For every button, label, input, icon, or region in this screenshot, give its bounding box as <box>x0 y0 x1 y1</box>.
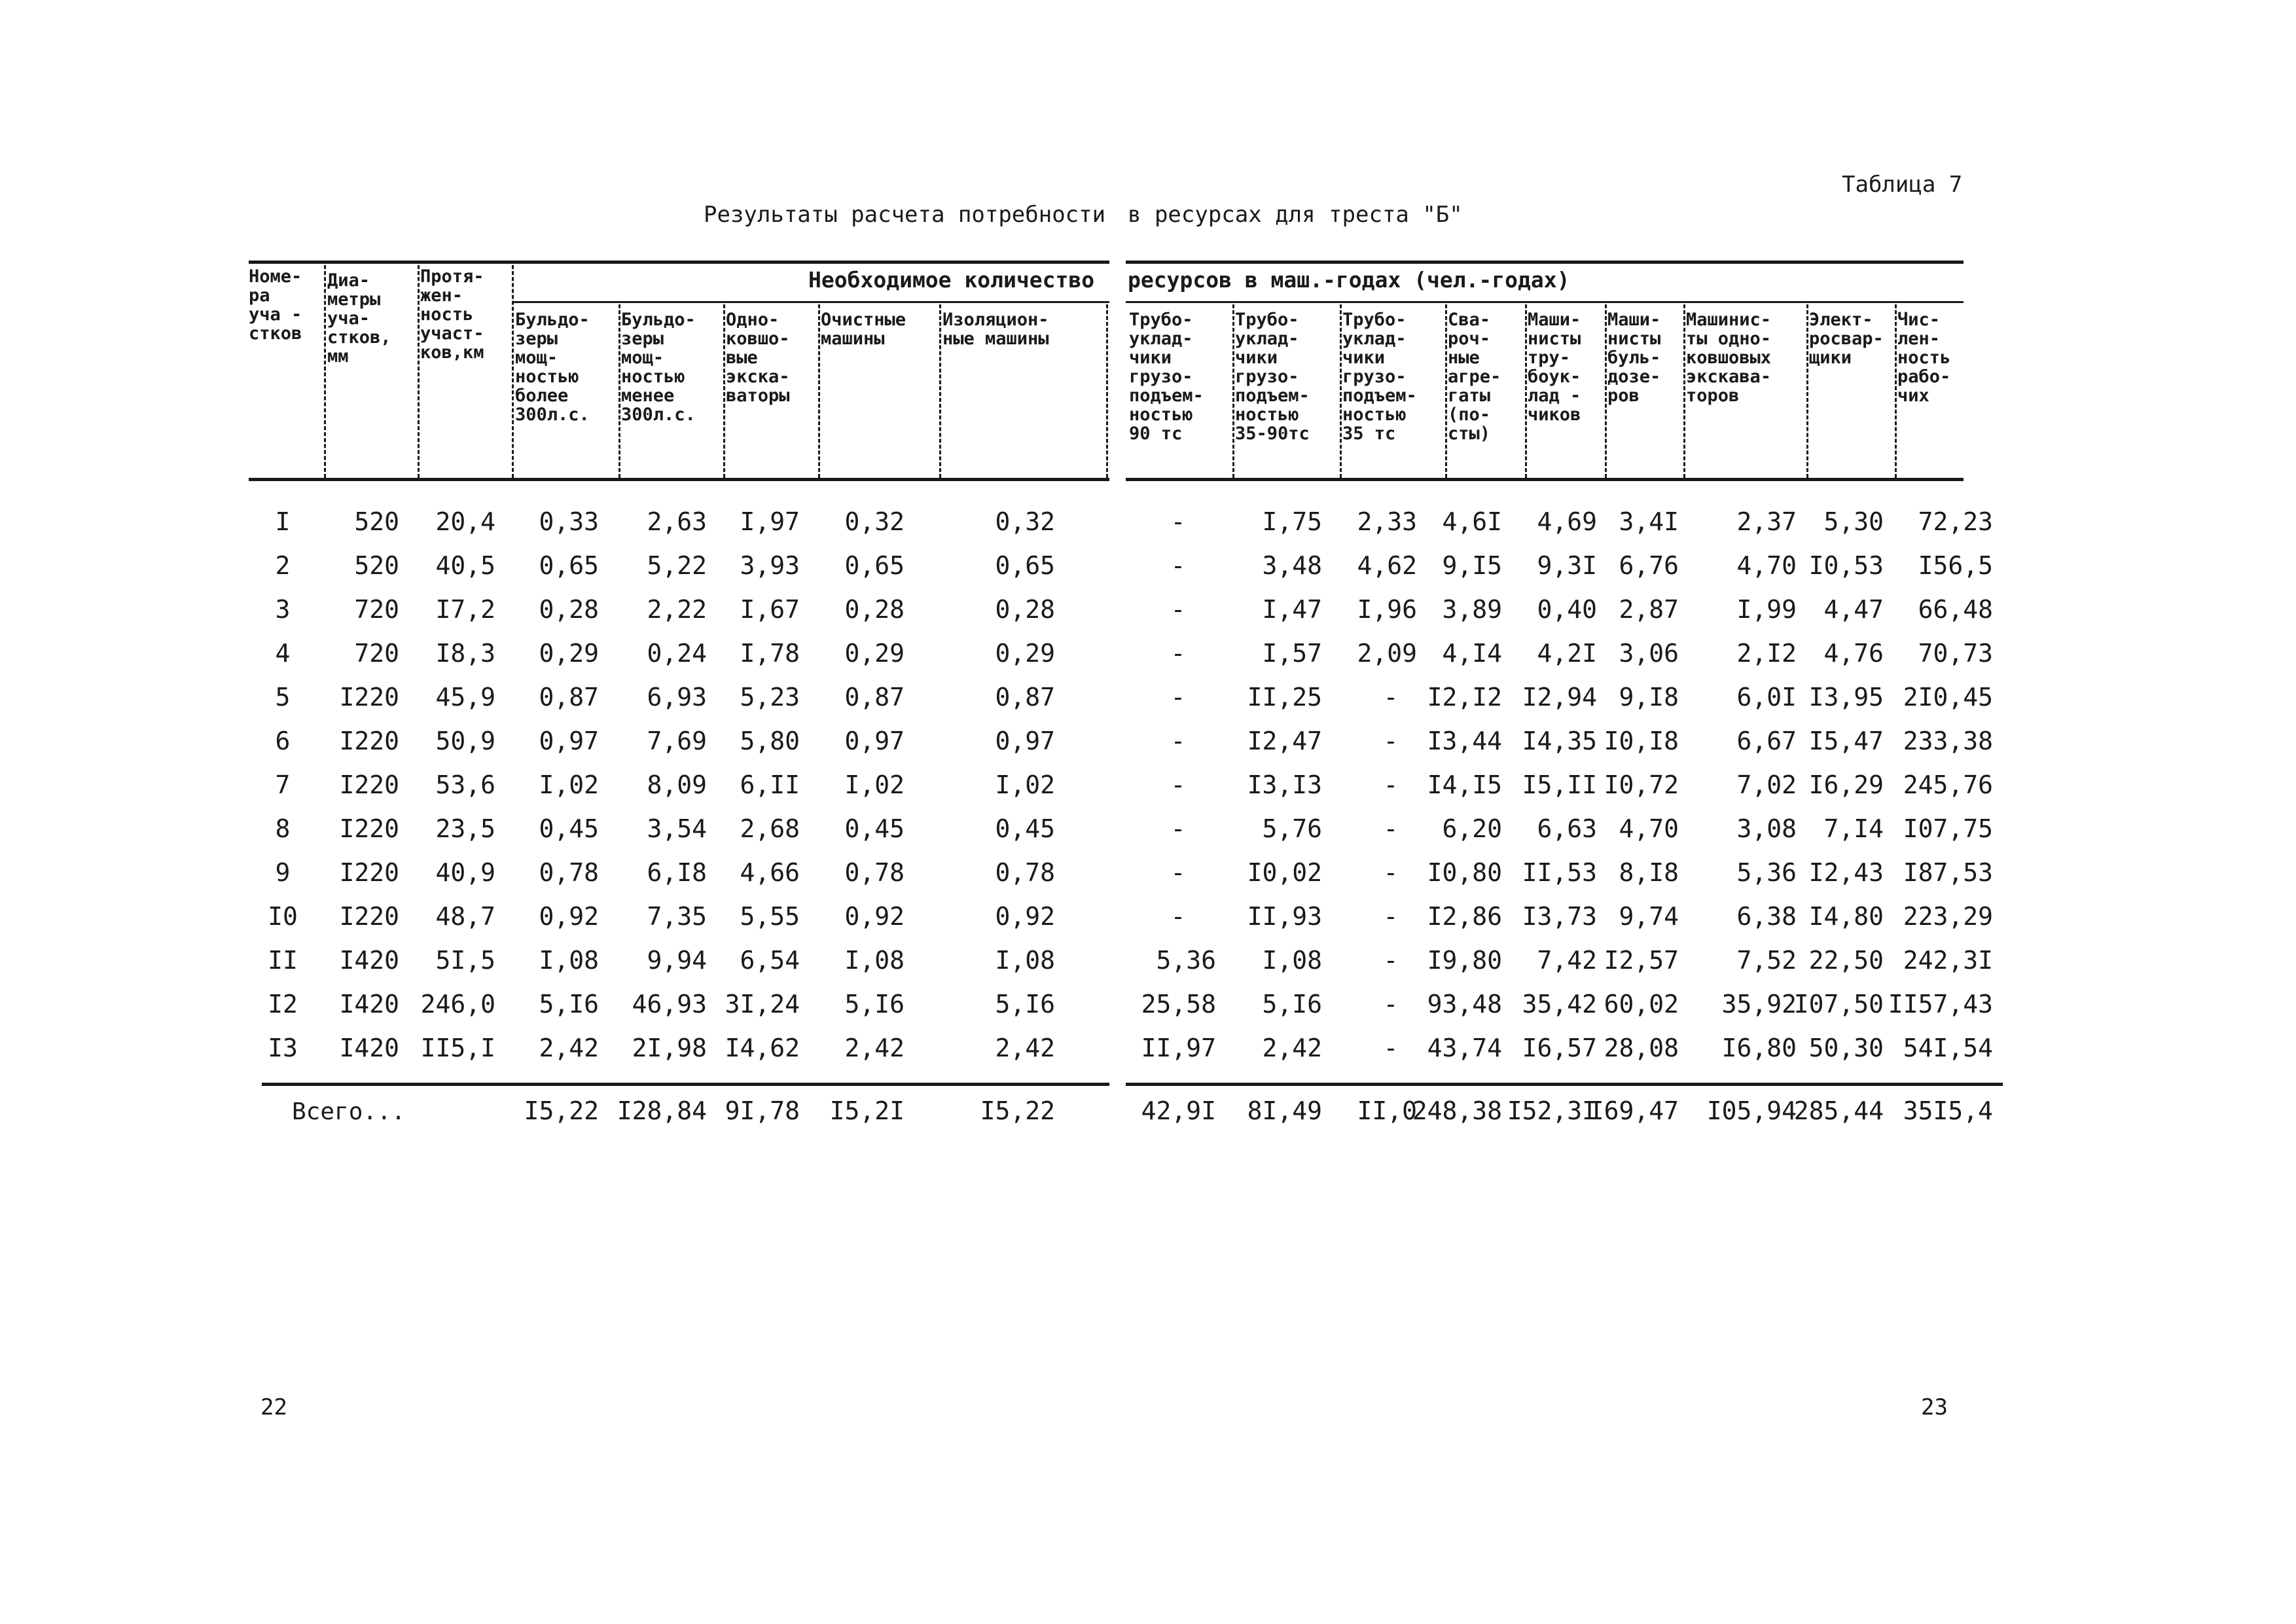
col-sep <box>723 304 725 478</box>
table-cell: 233,38 <box>1903 727 1993 755</box>
table-cell: 6,93 <box>647 683 707 712</box>
col-header-worker-count: Чис- лен- ность рабо- чих <box>1897 310 1951 406</box>
table-cell: I220 <box>339 858 399 887</box>
table-cell: I,67 <box>740 595 800 624</box>
col-sep <box>324 265 326 478</box>
table-cell: 4,70 <box>1619 814 1679 843</box>
table-cell: 6,20 <box>1442 814 1502 843</box>
table-cell: I,08 <box>539 946 599 975</box>
table-title-left: Результаты расчета потребности <box>704 202 1106 228</box>
col-sep <box>1683 304 1685 478</box>
table-cell: 46,93 <box>632 990 707 1019</box>
table-cell: 0,40 <box>1537 595 1597 624</box>
total-cell: 285,44 <box>1793 1096 1884 1125</box>
rule-total-left <box>262 1083 1109 1086</box>
table-cell: 2,I2 <box>1736 639 1797 668</box>
table-cell: 0,78 <box>844 858 905 887</box>
col-header-length: Протя- жен- ность участ- ков,км <box>420 266 484 363</box>
table-cell: 2,42 <box>844 1034 905 1062</box>
table-cell: I6,29 <box>1808 770 1884 799</box>
table-cell: - <box>1170 551 1186 580</box>
table-cell: I07,50 <box>1793 990 1884 1019</box>
table-cell: 50,30 <box>1808 1034 1884 1062</box>
col-header-excavators: Одно- ковшо- вые экска- ваторы <box>726 310 790 406</box>
table-cell: 0,32 <box>844 507 905 536</box>
table-cell: I3,I3 <box>1247 770 1322 799</box>
table-cell: I6,57 <box>1522 1034 1597 1062</box>
table-cell: 5,76 <box>1262 814 1322 843</box>
table-cell: 3,06 <box>1619 639 1679 668</box>
table-cell: I2 <box>268 990 298 1019</box>
table-cell: I4,62 <box>725 1034 800 1062</box>
table-cell: I5,47 <box>1808 727 1884 755</box>
table-cell: 6,76 <box>1619 551 1679 580</box>
table-cell: 40,5 <box>435 551 495 580</box>
col-sep <box>512 265 514 478</box>
table-cell: I420 <box>339 946 399 975</box>
table-cell: - <box>1170 639 1186 668</box>
table-cell: 48,7 <box>435 902 495 931</box>
table-cell: I,96 <box>1357 595 1417 624</box>
table-cell: 9,94 <box>647 946 707 975</box>
table-cell: 0,92 <box>995 902 1055 931</box>
table-cell: 8,09 <box>647 770 707 799</box>
table-cell: 0,65 <box>539 551 599 580</box>
table-cell: 3,89 <box>1442 595 1502 624</box>
table-cell: 242,3I <box>1903 946 1993 975</box>
table-cell: I8,3 <box>435 639 495 668</box>
table-cell: - <box>1170 595 1186 624</box>
table-cell: II,93 <box>1247 902 1322 931</box>
table-cell: 520 <box>354 551 399 580</box>
total-cell: I5,22 <box>524 1096 599 1125</box>
table-cell: 0,45 <box>539 814 599 843</box>
col-header-excavator-operators: Машинис- ты одно- ковшовых экскава- торов <box>1686 310 1772 406</box>
table-cell: - <box>1170 814 1186 843</box>
table-cell: 53,6 <box>435 770 495 799</box>
col-header-cleaning-machines: Очистные машины <box>821 310 906 349</box>
col-header-pipelayers-90: Трубо- уклад- чики грузо- подъем- ностью 90 тс <box>1129 310 1204 444</box>
table-cell: - <box>1383 990 1399 1019</box>
table-cell: 2 <box>275 551 291 580</box>
total-cell: I5,22 <box>980 1096 1055 1125</box>
table-cell: 9,I8 <box>1619 683 1679 712</box>
table-cell: 0,28 <box>539 595 599 624</box>
table-cell: I87,53 <box>1903 858 1993 887</box>
table-cell: I <box>275 507 291 536</box>
total-cell: II,0 <box>1357 1096 1417 1125</box>
table-cell: 5I,5 <box>435 946 495 975</box>
table-label: Таблица 7 <box>1842 171 1963 198</box>
col-sep <box>818 304 820 478</box>
table-cell: 93,48 <box>1427 990 1502 1019</box>
table-cell: I420 <box>339 990 399 1019</box>
table-cell: 50,9 <box>435 727 495 755</box>
table-cell: 7,52 <box>1736 946 1797 975</box>
table-cell: I220 <box>339 902 399 931</box>
span-header-left: Необходимое количество <box>808 267 1095 293</box>
table-cell: 4,70 <box>1736 551 1797 580</box>
table-cell: - <box>1170 727 1186 755</box>
total-cell: I69,47 <box>1588 1096 1679 1125</box>
rule-top-left <box>249 261 1109 264</box>
table-cell: 5,22 <box>647 551 707 580</box>
table-cell: I0,72 <box>1604 770 1679 799</box>
col-sep <box>619 304 620 478</box>
table-cell: I,99 <box>1736 595 1797 624</box>
table-cell: 0,87 <box>995 683 1055 712</box>
table-cell: - <box>1383 946 1399 975</box>
rule-top-right <box>1126 261 1964 264</box>
table-cell: 6,38 <box>1736 902 1797 931</box>
table-cell: 7,02 <box>1736 770 1797 799</box>
table-cell: 43,74 <box>1427 1034 1502 1062</box>
table-cell: - <box>1383 683 1399 712</box>
table-cell: I,97 <box>740 507 800 536</box>
table-cell: 5,23 <box>740 683 800 712</box>
table-cell: - <box>1383 1034 1399 1062</box>
col-sep <box>1340 304 1342 478</box>
table-cell: 7,35 <box>647 902 707 931</box>
table-cell: II,53 <box>1522 858 1597 887</box>
table-cell: I0,80 <box>1427 858 1502 887</box>
table-cell: 2,87 <box>1619 595 1679 624</box>
table-cell: 54I,54 <box>1903 1034 1993 1062</box>
table-cell: I7,2 <box>435 595 495 624</box>
col-sep <box>1806 304 1808 478</box>
rule-header-bottom-right <box>1126 478 1964 481</box>
col-sep <box>1895 304 1897 478</box>
table-cell: I0,53 <box>1808 551 1884 580</box>
table-cell: II57,43 <box>1888 990 1993 1019</box>
table-cell: 720 <box>354 639 399 668</box>
rule-span-right <box>1126 301 1964 303</box>
table-cell: 4,I4 <box>1442 639 1502 668</box>
col-sep <box>1232 304 1234 478</box>
table-cell: 2,42 <box>1262 1034 1322 1062</box>
col-header-pipelayers-35: Трубо- уклад- чики грузо- подъем- ностью 35 тс <box>1342 310 1417 444</box>
table-cell: I,08 <box>1262 946 1322 975</box>
total-label: Всего... <box>292 1098 406 1125</box>
table-cell: 8,I8 <box>1619 858 1679 887</box>
table-cell: 4,66 <box>740 858 800 887</box>
col-header-pipelayers-35-90: Трубо- уклад- чики грузо- подъем- ностью 35-90тс <box>1235 310 1310 444</box>
col-header-welding-units: Сва- роч- ные агре- гаты (по- сты) <box>1448 310 1501 444</box>
table-cell: I,78 <box>740 639 800 668</box>
table-cell: I07,75 <box>1903 814 1993 843</box>
table-cell: 9 <box>275 858 291 887</box>
table-cell: 5,36 <box>1156 946 1216 975</box>
total-cell: 35I5,4 <box>1903 1096 1993 1125</box>
table-cell: 3,48 <box>1262 551 1322 580</box>
table-cell: 5,I6 <box>539 990 599 1019</box>
table-cell: II5,I <box>420 1034 495 1062</box>
table-cell: 0,45 <box>844 814 905 843</box>
table-cell: 7,69 <box>647 727 707 755</box>
table-cell: I,47 <box>1262 595 1322 624</box>
table-cell: I4,35 <box>1522 727 1597 755</box>
col-header-bulldozer-operators: Маши- нисты буль- дозе- ров <box>1607 310 1661 406</box>
table-cell: 4,69 <box>1537 507 1597 536</box>
table-cell: 5,I6 <box>995 990 1055 1019</box>
table-cell: 6,0I <box>1736 683 1797 712</box>
table-cell: 0,24 <box>647 639 707 668</box>
table-cell: 2,42 <box>995 1034 1055 1062</box>
table-cell: - <box>1383 858 1399 887</box>
table-cell: 7,I4 <box>1823 814 1884 843</box>
table-cell: 4,76 <box>1823 639 1884 668</box>
table-cell: 35,42 <box>1522 990 1597 1019</box>
table-cell: 0,29 <box>995 639 1055 668</box>
table-cell: I2,47 <box>1247 727 1322 755</box>
table-cell: 4,47 <box>1823 595 1884 624</box>
total-cell: I52,3I <box>1507 1096 1597 1125</box>
table-cell: 6,I8 <box>647 858 707 887</box>
table-cell: 2,37 <box>1736 507 1797 536</box>
table-cell: 2I,98 <box>632 1034 707 1062</box>
table-cell: I,75 <box>1262 507 1322 536</box>
table-cell: - <box>1383 727 1399 755</box>
table-cell: 8 <box>275 814 291 843</box>
table-cell: 0,28 <box>995 595 1055 624</box>
total-cell: I05,94 <box>1706 1096 1797 1125</box>
table-cell: 23,5 <box>435 814 495 843</box>
table-cell: 9,74 <box>1619 902 1679 931</box>
col-header-bulldozers-over-300: Бульдо- зеры мощ- ностью более 300л.с. <box>515 310 590 425</box>
total-cell: 8I,49 <box>1247 1096 1322 1125</box>
table-cell: 3,54 <box>647 814 707 843</box>
table-cell: II,25 <box>1247 683 1322 712</box>
total-cell: I28,84 <box>617 1096 707 1125</box>
table-cell: I,02 <box>995 770 1055 799</box>
table-cell: 20,4 <box>435 507 495 536</box>
table-cell: I220 <box>339 683 399 712</box>
table-cell: 245,76 <box>1903 770 1993 799</box>
table-cell: I4,I5 <box>1427 770 1502 799</box>
table-cell: 0,28 <box>844 595 905 624</box>
table-cell: 6,63 <box>1537 814 1597 843</box>
col-header-diameter: Диа- метры уча- стков, мм <box>327 270 391 367</box>
table-cell: 3,4I <box>1619 507 1679 536</box>
table-cell: 0,29 <box>844 639 905 668</box>
table-cell: I220 <box>339 727 399 755</box>
table-cell: 246,0 <box>420 990 495 1019</box>
table-cell: 2I0,45 <box>1903 683 1993 712</box>
table-cell: 2,09 <box>1357 639 1417 668</box>
col-sep <box>1605 304 1607 478</box>
table-cell: 9,I5 <box>1442 551 1502 580</box>
table-cell: I5,II <box>1522 770 1597 799</box>
table-cell: 5,55 <box>740 902 800 931</box>
table-cell: 520 <box>354 507 399 536</box>
table-cell: I2,57 <box>1604 946 1679 975</box>
total-cell: 42,9I <box>1141 1096 1216 1125</box>
table-cell: 223,29 <box>1903 902 1993 931</box>
table-cell: 4,6I <box>1442 507 1502 536</box>
total-cell: 248,38 <box>1412 1096 1502 1125</box>
col-header-section-number: Номе- ра уча - стков <box>249 266 302 344</box>
page-number-left: 22 <box>260 1394 287 1420</box>
table-cell: 7,42 <box>1537 946 1597 975</box>
col-header-pipelayer-operators: Маши- нисты тру- боук- лад - чиков <box>1528 310 1581 425</box>
col-sep <box>1106 304 1108 478</box>
table-cell: I2,86 <box>1427 902 1502 931</box>
table-cell: 45,9 <box>435 683 495 712</box>
table-cell: 3 <box>275 595 291 624</box>
table-cell: 2,42 <box>539 1034 599 1062</box>
table-cell: 22,50 <box>1808 946 1884 975</box>
col-sep <box>1445 304 1447 478</box>
table-cell: 0,45 <box>995 814 1055 843</box>
table-cell: 0,78 <box>995 858 1055 887</box>
table-cell: I0,02 <box>1247 858 1322 887</box>
rule-total-right <box>1126 1083 2003 1086</box>
table-cell: 5,30 <box>1823 507 1884 536</box>
table-cell: - <box>1170 507 1186 536</box>
table-cell: I,57 <box>1262 639 1322 668</box>
table-cell: 0,92 <box>539 902 599 931</box>
table-cell: I,02 <box>844 770 905 799</box>
table-cell: I220 <box>339 814 399 843</box>
table-cell: - <box>1383 770 1399 799</box>
table-cell: 6,67 <box>1736 727 1797 755</box>
table-cell: I3,95 <box>1808 683 1884 712</box>
table-cell: 4,62 <box>1357 551 1417 580</box>
table-cell: 60,02 <box>1604 990 1679 1019</box>
table-cell: I,08 <box>995 946 1055 975</box>
table-cell: 5,I6 <box>1262 990 1322 1019</box>
table-cell: 4,2I <box>1537 639 1597 668</box>
table-cell: I6,80 <box>1721 1034 1797 1062</box>
col-sep <box>418 265 420 478</box>
table-cell: - <box>1383 814 1399 843</box>
table-cell: 3I,24 <box>725 990 800 1019</box>
table-cell: 5,36 <box>1736 858 1797 887</box>
table-cell: 66,48 <box>1918 595 1993 624</box>
table-cell: 25,58 <box>1141 990 1216 1019</box>
rule-span-left <box>514 301 1109 303</box>
table-cell: II,97 <box>1141 1034 1216 1062</box>
col-sep <box>1525 304 1527 478</box>
table-cell: - <box>1170 683 1186 712</box>
table-cell: 7 <box>275 770 291 799</box>
total-cell: I5,2I <box>829 1096 905 1125</box>
table-cell: I,08 <box>844 946 905 975</box>
table-cell: 72,23 <box>1918 507 1993 536</box>
table-cell: 5 <box>275 683 291 712</box>
table-cell: 0,87 <box>539 683 599 712</box>
col-header-electric-welders: Элект- росвар- щики <box>1809 310 1884 368</box>
table-cell: 2,33 <box>1357 507 1417 536</box>
table-cell: - <box>1383 902 1399 931</box>
page-number-right: 23 <box>1921 1394 1948 1420</box>
col-header-bulldozers-under-300: Бульдо- зеры мощ- ностью менее 300л.с. <box>621 310 696 425</box>
table-cell: I,02 <box>539 770 599 799</box>
table-cell: 3,08 <box>1736 814 1797 843</box>
rule-header-bottom-left <box>249 478 1109 481</box>
table-cell: 0,97 <box>539 727 599 755</box>
table-cell: 6,54 <box>740 946 800 975</box>
table-cell: 0,78 <box>539 858 599 887</box>
table-cell: 0,97 <box>995 727 1055 755</box>
table-cell: I0 <box>268 902 298 931</box>
table-cell: 2,68 <box>740 814 800 843</box>
table-cell: I2,94 <box>1522 683 1597 712</box>
table-cell: 40,9 <box>435 858 495 887</box>
table-cell: 720 <box>354 595 399 624</box>
table-cell: - <box>1170 902 1186 931</box>
table-cell: I4,80 <box>1808 902 1884 931</box>
table-cell: 0,65 <box>844 551 905 580</box>
table-cell: I220 <box>339 770 399 799</box>
table-cell: I3 <box>268 1034 298 1062</box>
table-cell: 5,80 <box>740 727 800 755</box>
table-cell: 35,92 <box>1721 990 1797 1019</box>
table-cell: 0,97 <box>844 727 905 755</box>
table-cell: 70,73 <box>1918 639 1993 668</box>
table-cell: I2,I2 <box>1427 683 1502 712</box>
table-cell: I3,44 <box>1427 727 1502 755</box>
table-cell: 2,22 <box>647 595 707 624</box>
table-cell: 2,63 <box>647 507 707 536</box>
table-cell: 0,92 <box>844 902 905 931</box>
total-cell: 9I,78 <box>725 1096 800 1125</box>
table-cell: 0,87 <box>844 683 905 712</box>
table-cell: 9,3I <box>1537 551 1597 580</box>
table-cell: 6 <box>275 727 291 755</box>
table-cell: - <box>1170 770 1186 799</box>
table-cell: 0,33 <box>539 507 599 536</box>
table-cell: I0,I8 <box>1604 727 1679 755</box>
span-header-right: ресурсов в маш.-годах (чел.-годах) <box>1128 267 1570 293</box>
table-cell: 6,II <box>740 770 800 799</box>
table-cell: I3,73 <box>1522 902 1597 931</box>
table-cell: 3,93 <box>740 551 800 580</box>
table-title-right: в ресурсах для треста "Б" <box>1128 202 1463 228</box>
table-cell: 28,08 <box>1604 1034 1679 1062</box>
table-cell: I420 <box>339 1034 399 1062</box>
table-cell: I2,43 <box>1808 858 1884 887</box>
table-cell: 0,65 <box>995 551 1055 580</box>
table-cell: I56,5 <box>1918 551 1993 580</box>
table-cell: - <box>1170 858 1186 887</box>
table-cell: I9,80 <box>1427 946 1502 975</box>
table-cell: 5,I6 <box>844 990 905 1019</box>
table-cell: II <box>268 946 298 975</box>
table-cell: 4 <box>275 639 291 668</box>
table-cell: 0,32 <box>995 507 1055 536</box>
col-sep <box>939 304 941 478</box>
table-cell: 0,29 <box>539 639 599 668</box>
col-header-insulating-machines: Изоляцион- ные машины <box>942 310 1049 349</box>
